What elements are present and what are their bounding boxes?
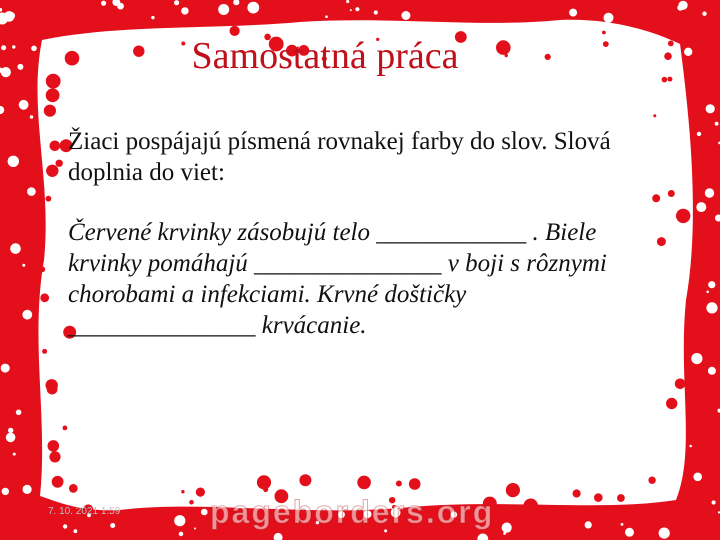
exercise-text: Červené krvinky zásobujú telo ____________ . Biele krvinky pomáhajú _______________ v boji s rôznymi chorobami a infekciami. Krvné doštičky _______________ krvácanie. bbox=[68, 219, 607, 339]
footer-date: 7. 10. 2021 1:59 bbox=[48, 506, 121, 517]
slide-title: Samostatná práca bbox=[191, 35, 459, 77]
watermark: pageborders.org bbox=[210, 494, 495, 530]
instruction-text: Žiaci pospájajú písmená rovnakej farby do slov. Slová doplnia do viet: bbox=[68, 128, 611, 186]
